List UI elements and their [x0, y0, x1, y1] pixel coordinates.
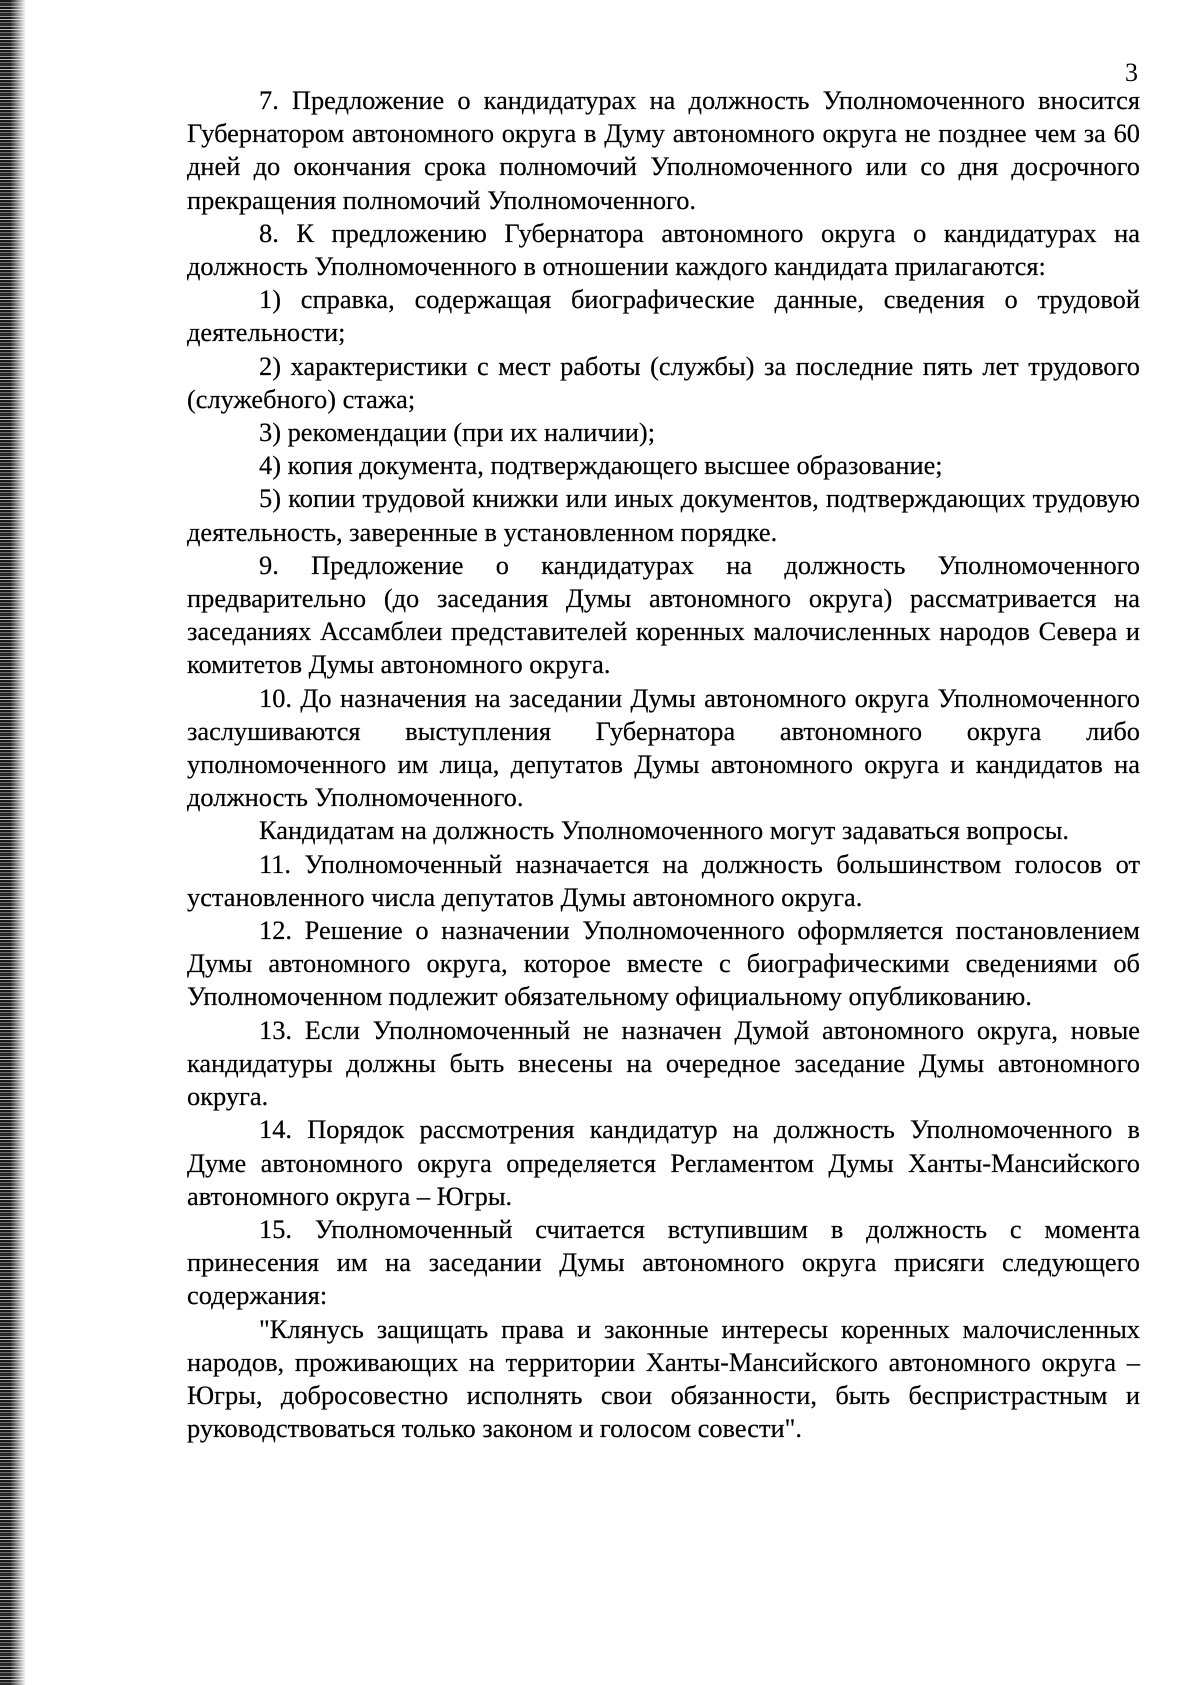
- scan-edge: [0, 0, 26, 1685]
- paragraph-8-item-5: 5) копии трудовой книжки или иных документов, подтверждающих трудовую деятельность, заверенные в установленном порядке.: [187, 483, 1140, 547]
- paragraph-8-item-1: 1) справка, содержащая биографические данные, сведения о трудовой деятельности;: [187, 284, 1140, 348]
- paragraph-14: 14. Порядок рассмотрения кандидатур на должность Уполномоченного в Думе автономного округа определяется Регламентом Думы Ханты-Мансийского автономного округа – Югры.: [187, 1114, 1140, 1211]
- paragraph-8: 8. К предложению Губернатора автономного округа о кандидатурах на должность Уполномоченного в отношении каждого кандидата прилагаются:: [187, 217, 1140, 282]
- paragraph-8-item-4: 4) копия документа, подтверждающего высшее образование;: [259, 450, 943, 481]
- paragraph-10-questions: Кандидатам на должность Уполномоченного могут задаваться вопросы.: [259, 815, 1070, 846]
- oath-text: "Клянусь защищать права и законные интересы коренных малочисленных народов, проживающих на территории Ханты-Мансийского автономного округа – Югры, добросовестно исполнять свои обязанности, быть беспристрастным и руководствоваться только законом и голосом совести".: [187, 1313, 1140, 1444]
- paragraph-8-item-3: 3) рекомендации (при их наличии);: [259, 417, 656, 448]
- document-body: [187, 84, 1140, 1445]
- paragraph-7: 7. Предложение о кандидатурах на должность Уполномоченного вносится Губернатором автономного округа в Думу автономного округа не позднее чем за 60 дней до окончания срока полномочий Уполномоченного или со дня досрочного прекращения полномочий Уполномоченного.: [187, 85, 1140, 215]
- page-number: 3: [1125, 58, 1138, 87]
- paragraph-15: 15. Уполномоченный считается вступившим в должность с момента принесения им на заседании Думы автономного округа присяги следующего содержания:: [187, 1213, 1140, 1311]
- paragraph-10: 10. До назначения на заседании Думы автономного округа Уполномоченного заслушиваются выступления Губернатора автономного округа либо уполномоченного им лица, депутатов Думы автономного округа и кандидатов на должность Уполномоченного.: [187, 682, 1140, 813]
- paragraph-11: 11. Уполномоченный назначается на должность большинством голосов от установленного числа депутатов Думы автономного округа.: [187, 848, 1140, 912]
- paragraph-8-item-2: 2) характеристики с мест работы (службы) за последние пять лет трудового (служебного) стажа;: [187, 350, 1140, 414]
- paragraph-9: 9. Предложение о кандидатурах на должность Уполномоченного предварительно (до заседания Думы автономного округа) рассматривается на заседаниях Ассамблеи представителей коренных малочисленных народов Севера и комитетов Думы автономного округа.: [187, 549, 1140, 680]
- paragraph-13: 13. Если Уполномоченный не назначен Думой автономного округа, новые кандидатуры должны быть внесены на очередное заседание Думы автономного округа.: [187, 1014, 1140, 1112]
- paragraph-12: 12. Решение о назначении Уполномоченного оформляется постановлением Думы автономного округа, которое вместе с биографическими сведениями об Уполномоченном подлежит обязательному официальному опубликованию.: [187, 915, 1140, 1012]
